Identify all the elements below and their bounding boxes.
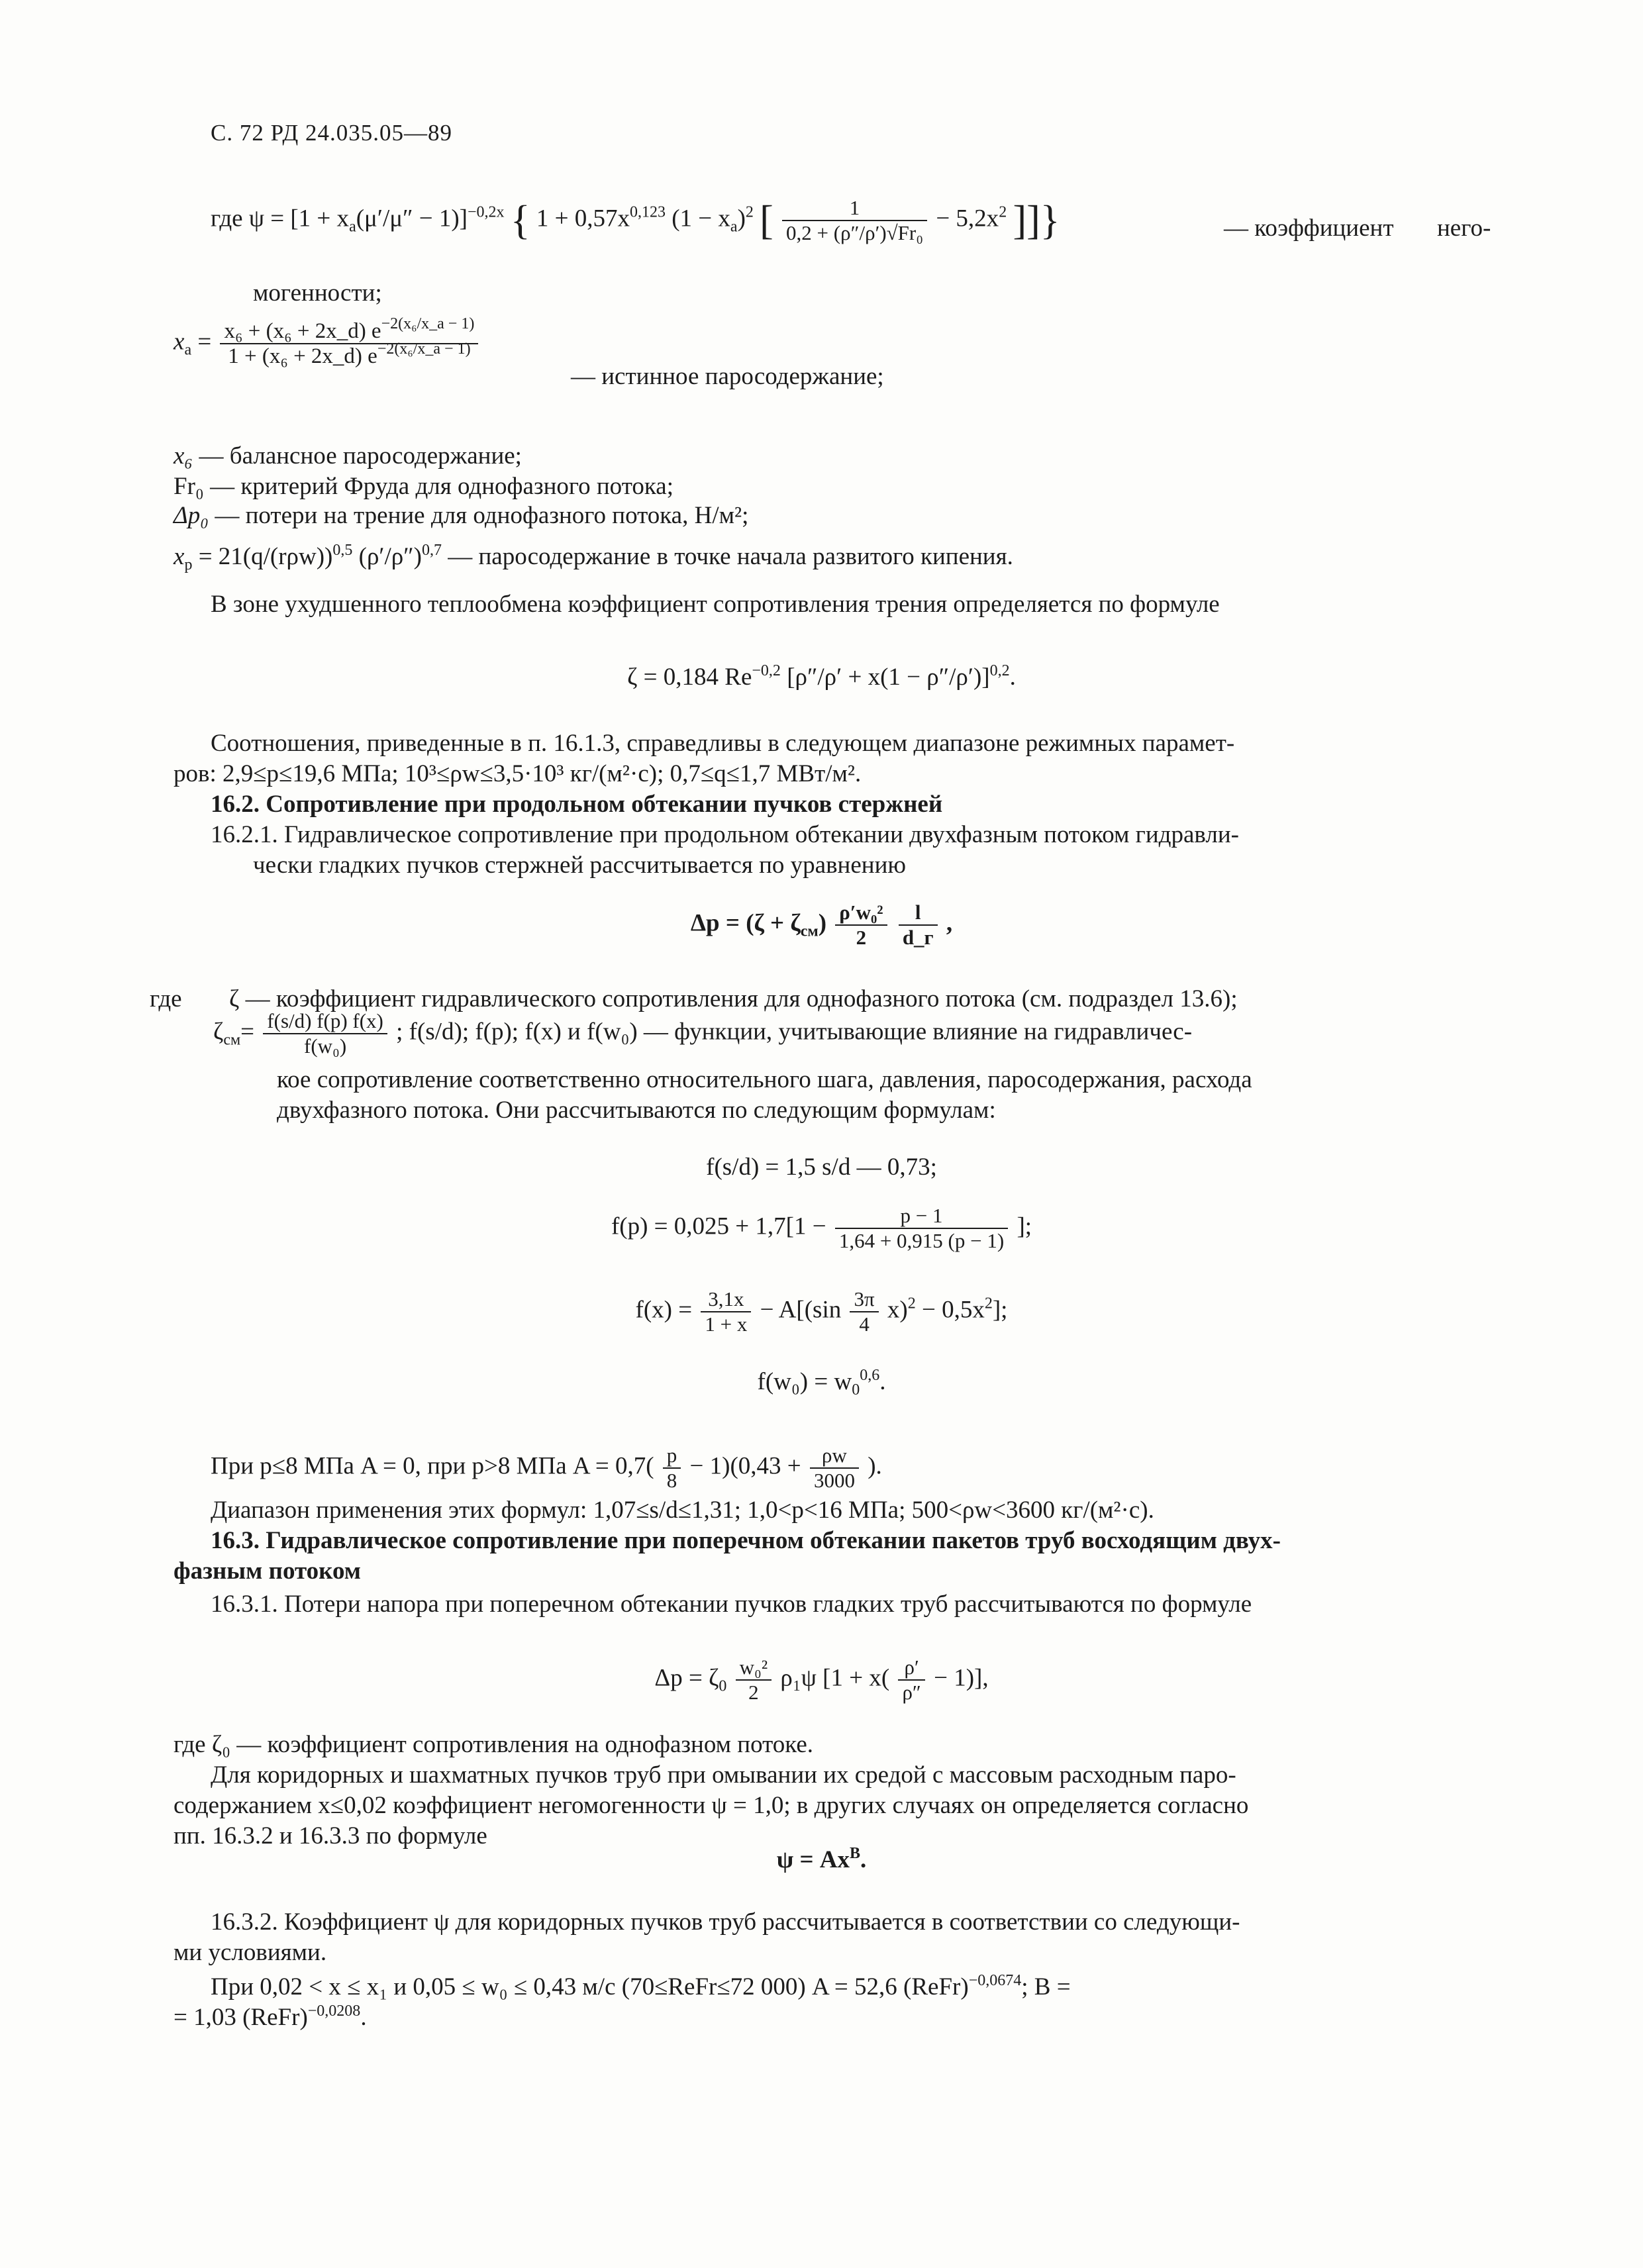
corridor-1: Для коридорных и шахматных пучков труб при омывании их средой с массовым расходным паро- — [211, 1761, 1236, 1789]
condition-2: = 1,03 (ReFr)$^{-0,0208}$. — [174, 2002, 367, 2031]
corridor-2: содержанием x≤0,02 коэффициент негомогенности ψ = 1,0; в других случаях он определяется согласно — [174, 1792, 1249, 1819]
xp-formula: $x_р = 21(q/(r\rho w))^{0,5}$ $(\rho'/\rho'')^{0,7}$ — паросодержание в точке начала развитого кипения. — [174, 542, 1013, 573]
def-x6: x₆ — балансное паросодержание; — [174, 442, 522, 469]
f-w-formula: $f(w_0) = w_0^{0,6}$. — [757, 1367, 886, 1399]
dp-formula-2: $\Delta p = \zeta_0$ $\frac{\text{w₀²}}{2}$ ρ₁ψ [1 + x( $\frac{\rho'}{\rho''}$ − 1)], — [654, 1655, 989, 1704]
psi-description-wrap: него- — [1437, 215, 1491, 242]
page-header: С. 72 РД 24.035.05—89 — [211, 120, 453, 146]
heading-16-2: 16.2. Сопротивление при продольном обтекании пучков стержней — [211, 791, 943, 818]
psi-axb-formula: $\psi = Ax^B$. — [776, 1845, 867, 1873]
psi-description-cont: могенности; — [253, 279, 382, 307]
zone-text: В зоне ухудшенного теплообмена коэффициент сопротивления трения определяется по формуле — [211, 591, 1220, 618]
zeta-sm-formula: $\zeta_{см}=$ $\frac{f(s/d) f(p) f(x)}{\text{f(w₀)}}$ ; f(s/d); f(p); f(x) и f(w₀) — функции, учитывающие влияние на гидравличес- — [213, 1009, 1193, 1058]
xa-description: — истинное паросодержание; — [571, 363, 884, 390]
a-condition: При p≤8 МПа A = 0, при p>8 МПа A = 0,7( $\frac{p}{8}$ − 1)(0,43 + $\frac{\rho w}{3000}$ ). — [211, 1444, 882, 1492]
para-16-3-2-a: 16.3.2. Коэффициент ψ для коридорных пучков труб рассчитывается в соответствии со следующи- — [211, 1908, 1240, 1936]
xa-formula: $x_а$ = $\frac{x_6 + (x_6 + 2x\_d) e^{-2(x_6/x\_а - 1)}}{1 + (x_6 + 2x\_d) e^{-2(x_6/x\_а - 1)}}$ — [174, 319, 481, 368]
corridor-3: пп. 16.3.2 и 16.3.3 по формуле — [174, 1822, 487, 1849]
heading-16-3-b: фазным потоком — [174, 1557, 361, 1585]
influence-2: кое сопротивление соответственно относительного шага, давления, паросодержания, расхода — [277, 1066, 1252, 1093]
def-dp0: Δp₀ — потери на трение для однофазного потока, Н/м²; — [174, 502, 749, 529]
f-p-formula: f(p) = 0,025 + 1,7[1 − $\frac{p - 1}{1,64 + 0,915 (p - 1)}$ ]; — [611, 1204, 1032, 1252]
f-x-formula: f(x) = $\frac{3,1x}{1 + x}$ − A[(sin $\frac{3\pi}{4}$ $x)^2 - 0,5x^2$]; — [635, 1287, 1008, 1336]
def-fr0: Fr₀ — критерий Фруда для однофазного потока; — [174, 473, 673, 500]
zeta-def: ζ — коэффициент гидравлического сопротивления для однофазного потока (см. подраздел 13.6); — [229, 985, 1238, 1012]
ratio-text-1: Соотношения, приведенные в п. 16.1.3, справедливы в следующем диапазоне режимных парамет- — [211, 730, 1235, 757]
heading-16-3-a: 16.3. Гидравлическое сопротивление при поперечном обтекании пакетов труб восходящим двух- — [211, 1527, 1281, 1554]
para-16-2-1-a: 16.2.1. Гидравлическое сопротивление при продольном обтекании двухфазным потоком гидравли- — [211, 821, 1239, 848]
psi-description: — коэффициент — [1224, 215, 1394, 242]
range-text: Диапазон применения этих формул: 1,07≤s/d≤1,31; 1,0<p<16 МПа; 500<ρw<3600 кг/(м²·с). — [211, 1497, 1154, 1524]
para-16-3-1: 16.3.1. Потери напора при поперечном обтекании пучков гладких труб рассчитываются по формуле — [211, 1591, 1252, 1618]
influence-3: двухфазного потока. Они рассчитываются по следующим формулам: — [277, 1097, 996, 1124]
para-16-2-1-b: чески гладких пучков стержней рассчитывается по уравнению — [253, 852, 907, 879]
where-label: где — [150, 985, 182, 1012]
zeta0-def: где ζ₀ — коэффициент сопротивления на однофазном потоке. — [174, 1731, 814, 1758]
psi-formula: где $\psi = [1 + x_а(\mu'/\mu'' - 1)]^{-0,2x}$ { $1 + 0,57x^{0,123}$ $(1 - x_а)^2$ [ $\frac{1}{\text{0,2 + (ρ″/ρ′)√Fr₀}}$ − $5,2x^2$ ]]} — [211, 196, 1060, 244]
para-16-3-2-b: ми условиями. — [174, 1939, 327, 1966]
dp-formula-1: $\Delta p = (\zeta + \zeta_{см})$ $\frac{\text{ρ′w₀²}}{2}$ $\frac{l}{d\_г}$ , — [690, 901, 953, 949]
ratio-text-2: ров: 2,9≤p≤19,6 МПа; 10³≤ρw≤3,5·10³ кг/(м²·с); 0,7≤q≤1,7 МВт/м². — [174, 760, 862, 787]
zeta-formula: ζ = 0,184 $Re^{-0,2}$ $[\rho''/\rho' + x(1 - \rho''/\rho')]^{0,2}$. — [627, 662, 1016, 691]
f-sd-formula: f(s/d) = 1,5 s/d — 0,73; — [706, 1154, 937, 1181]
condition-1: При 0,02 < x ≤ x₁ и 0,05 ≤ w₀ ≤ 0,43 м/с (70≤ReFr≤72 000) A = 52,6 (ReFr)$^{-0,0674}$; B = — [211, 1972, 1071, 2000]
